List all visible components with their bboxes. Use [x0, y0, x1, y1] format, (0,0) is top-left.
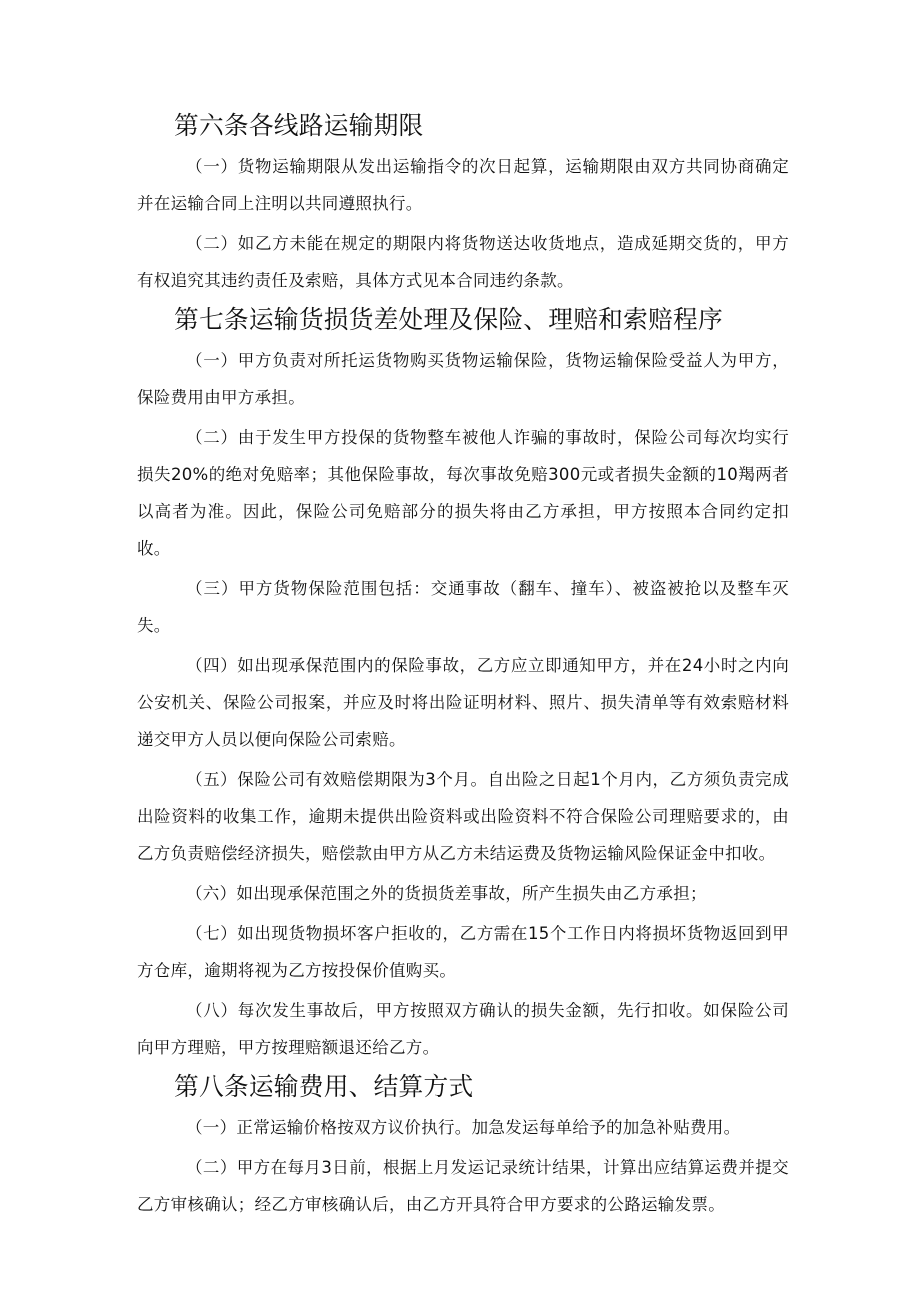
- document-body: [137, 108, 789, 1226]
- article-7-clause-8: （八）每次发生事故后，甲方按照双方确认的损失金额，先行扣收。如保险公司向甲方理赔，甲方按理赔额退还给乙方。: [137, 1001, 789, 1057]
- article-7-clause-5: （五）保险公司有效赔偿期限为3个月。自出险之日起1个月内，乙方须负责完成出险资料的收集工作，逾期未提供出险资料或出险资料不符合保险公司理赔要求的，由乙方负责赔偿经济损失，赔偿款由甲方从乙方未结运费及货物运输风险保证金中扣收。: [137, 770, 789, 863]
- article-7-clause-3: （三）甲方货物保险范围包括：交通事故（翻车、撞车）、被盗被抢以及整车灭失。: [137, 579, 789, 635]
- article-8-title: 第八条运输费用、结算方式: [174, 1072, 474, 1101]
- article-6-title: 第六条各线路运输期限: [174, 111, 424, 140]
- article-6-clause-1: （一）货物运输期限从发出运输指令的次日起算，运输期限由双方共同协商确定并在运输合同上注明以共同遵照执行。: [137, 157, 789, 213]
- article-7-clause-1: （一）甲方负责对所托运货物购买货物运输保险，货物运输保险受益人为甲方，保险费用由甲方承担。: [137, 351, 789, 407]
- article-7-clause-7: （七）如出现货物损坏客户拒收的，乙方需在15个工作日内将损坏货物返回到甲方仓库，逾期将视为乙方按投保价值购买。: [137, 924, 789, 980]
- article-7-clause-2: （二）由于发生甲方投保的货物整车被他人诈骗的事故时，保险公司每次均实行损失20%的绝对免赔率；其他保险事故，每次事故免赔300元或者损失金额的10羯两者以高者为准。因此，保险公司免赔部分的损失将由乙方承担，甲方按照本合同约定扣收。: [137, 428, 789, 558]
- article-7-title: 第七条运输货损货差处理及保险、理赔和索赔程序: [174, 305, 723, 334]
- article-8-clause-2: （二）甲方在每月3日前，根据上月发运记录统计结果，计算出应结算运费并提交乙方审核确认；经乙方审核确认后，由乙方开具符合甲方要求的公路运输发票。: [137, 1158, 789, 1214]
- article-6-clause-2: （二）如乙方未能在规定的期限内将货物送达收货地点，造成延期交货的，甲方有权追究其违约责任及索赔，具体方式见本合同违约条款。: [137, 234, 789, 290]
- article-7-clause-6: （六）如出现承保范围之外的货损货差事故，所产生损失由乙方承担；: [186, 884, 707, 903]
- article-8-clause-1: （一）正常运输价格按双方议价执行。加急发运每单给予的加急补贴费用。: [186, 1118, 741, 1137]
- article-7-clause-4: （四）如出现承保范围内的保险事故，乙方应立即通知甲方，并在24小时之内向公安机关、保险公司报案，并应及时将出险证明材料、照片、损失清单等有效索赔材料递交甲方人员以便向保险公司索赔。: [137, 656, 789, 749]
